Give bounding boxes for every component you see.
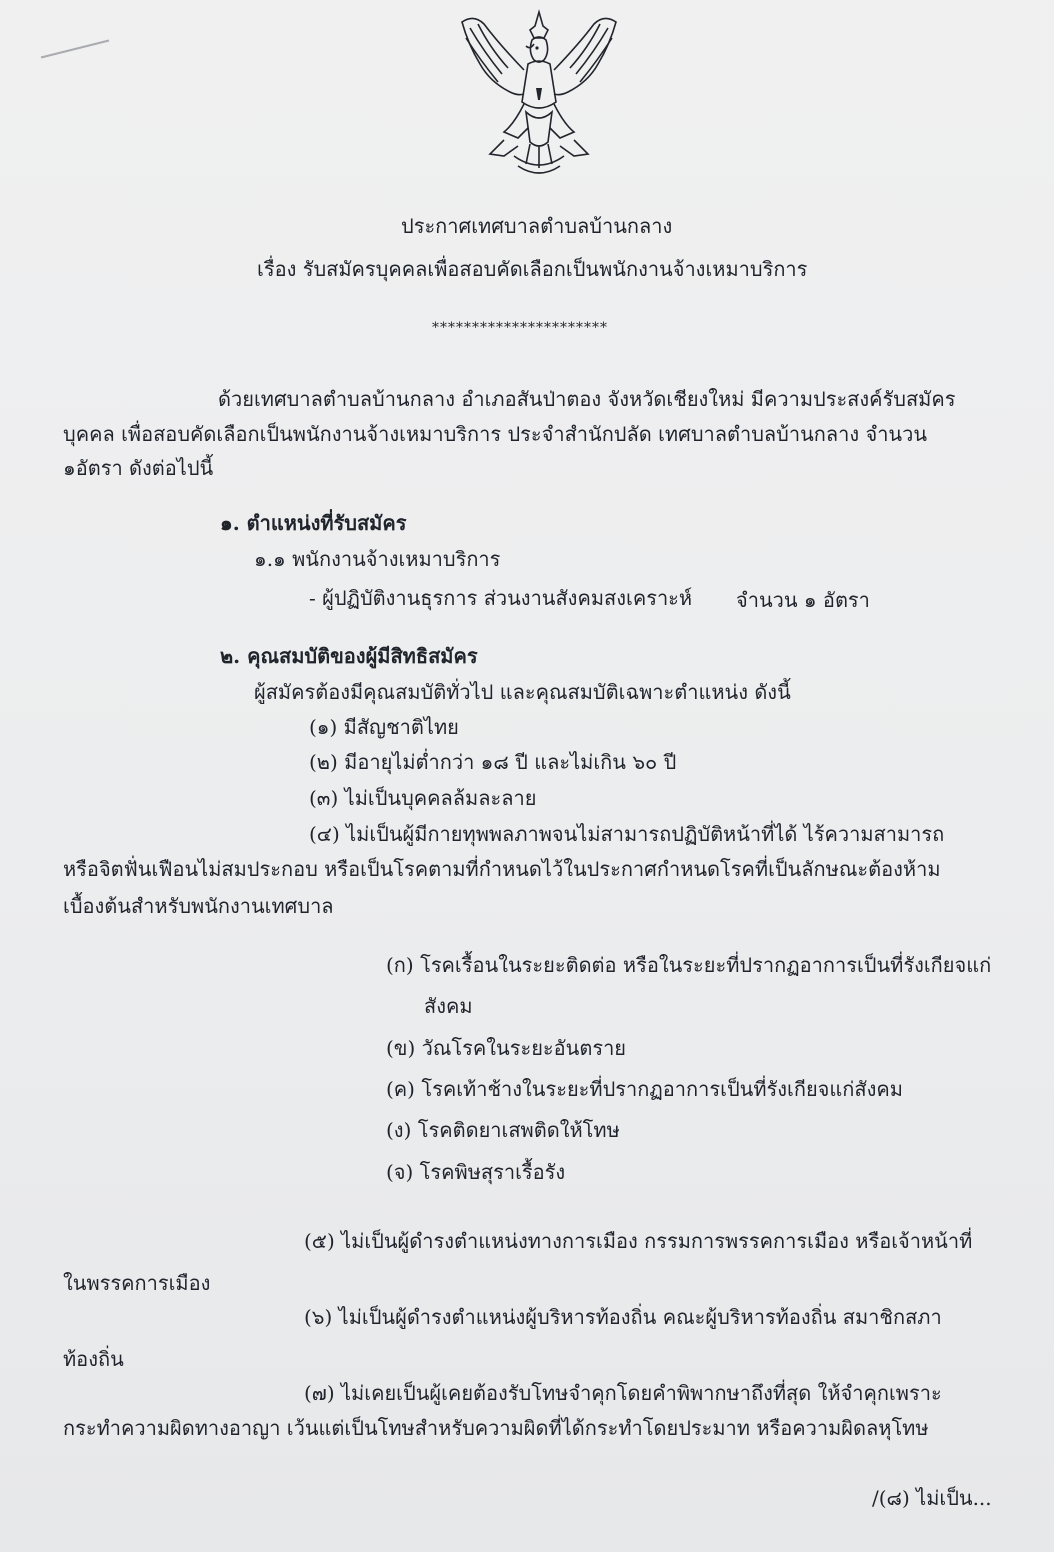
disease-e: (จ) โรคพิษสุราเรื้อรัง [386,1160,566,1184]
disease-a-line-2: สังคม [424,994,473,1018]
disease-a-line-1: (ก) โรคเรื้อนในระยะติดต่อ หรือในระยะที่ปรากฏอาการเป็นที่รังเกียจแก่ [386,953,992,977]
qualification-7-line-2: กระทำความผิดทางอาญา เว้นแต่เป็นโทษสำหรับความผิดที่ได้กระทำโดยประมาท หรือความผิดลหุโทษ [63,1416,929,1440]
intro-line-2: บุคคล เพื่อสอบคัดเลือกเป็นพนักงานจ้างเหมาบริการ ประจำสำนักปลัด เทศบาลตำบลบ้านกลาง จำนวน [63,422,928,446]
qualification-4-line-3: เบื้องต้นสำหรับพนักงานเทศบาล [63,894,334,918]
qualification-4-line-2: หรือจิตฟั่นเฟือนไม่สมประกอบ หรือเป็นโรคตามที่กำหนดไว้ในประกาศกำหนดโรคที่เป็นลักษณะต้องห้าม [63,857,941,881]
section-1-heading: ๑. ตำแหน่งที่รับสมัคร [220,511,407,535]
intro-line-1: ด้วยเทศบาลตำบลบ้านกลาง อำเภอสันป่าตอง จังหวัดเชียงใหม่ มีความประสงค์รับสมัคร [218,387,956,411]
qualification-6-line-1: (๖) ไม่เป็นผู้ดำรงตำแหน่งผู้บริหารท้องถิ่น คณะผู้บริหารท้องถิ่น สมาชิกสภา [304,1305,942,1329]
document-subject: เรื่อง รับสมัครบุคคลเพื่อสอบคัดเลือกเป็นพนักงานจ้างเหมาบริการ [257,257,808,281]
qualification-5-line-1: (๕) ไม่เป็นผู้ดำรงตำแหน่งทางการเมือง กรรมการพรรคการเมือง หรือเจ้าหน้าที่ [304,1229,973,1253]
disease-b: (ข) วัณโรคในระยะอันตราย [386,1036,627,1060]
garuda-emblem-icon [444,4,634,182]
qualification-3: (๓) ไม่เป็นบุคคลล้มละลาย [309,786,537,810]
qualification-6-line-2: ท้องถิ่น [63,1347,124,1371]
section-2-heading: ๒. คุณสมบัติของผู้มีสิทธิสมัคร [220,644,478,668]
section-1-position: - ผู้ปฏิบัติงานธุรการ ส่วนงานสังคมสงเคราะห์ [309,586,693,610]
qualification-7-line-1: (๗) ไม่เคยเป็นผู้เคยต้องรับโทษจำคุกโดยคำพิพากษาถึงที่สุด ให้จำคุกเพราะ [304,1381,942,1405]
section-1-item: ๑.๑ พนักงานจ้างเหมาบริการ [254,547,501,571]
disease-d: (ง) โรคติดยาเสพติดให้โทษ [386,1118,620,1142]
separator-line: ********************** [432,320,608,336]
section-2-lead: ผู้สมัครต้องมีคุณสมบัติทั่วไป และคุณสมบัติเฉพาะตำแหน่ง ดังนี้ [254,680,791,704]
qualification-5-line-2: ในพรรคการเมือง [63,1271,211,1295]
continuation-note: /(๘) ไม่เป็น... [872,1486,992,1510]
section-1-count: จำนวน ๑ อัตรา [736,588,870,612]
qualification-1: (๑) มีสัญชาติไทย [309,715,459,739]
pen-mark [41,40,109,59]
document-title: ประกาศเทศบาลตำบลบ้านกลาง [401,214,673,238]
qualification-4-line-1: (๔) ไม่เป็นผู้มีกายทุพพลภาพจนไม่สามารถปฏิบัติหน้าที่ได้ ไร้ความสามารถ [309,822,945,846]
disease-c: (ค) โรคเท้าช้างในระยะที่ปรากฏอาการเป็นที่รังเกียจแก่สังคม [386,1077,903,1101]
qualification-2: (๒) มีอายุไม่ต่ำกว่า ๑๘ ปี และไม่เกิน ๖๐ ปี [309,750,677,774]
intro-line-3: ๑อัตรา ดังต่อไปนี้ [63,456,214,480]
